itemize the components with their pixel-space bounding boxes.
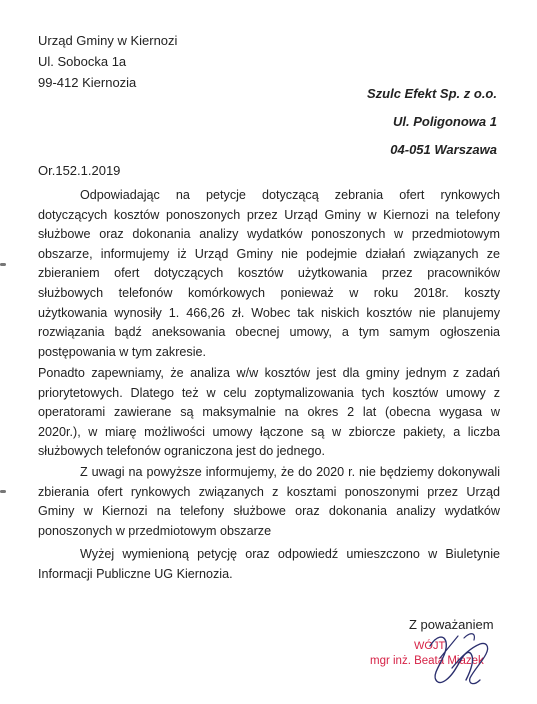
text-line: dotyczących kosztów ponoszonych przez Urząd Gminy w Kiernozi na telefony	[38, 207, 500, 222]
text-line: zbierania ofert rynkowych związanych z kosztami ponoszonymi przez Urząd	[38, 484, 500, 499]
text-line: Z uwagi na powyższe informujemy, że do 2020 r. nie będziemy dokonywali	[80, 465, 500, 479]
text-line: użytkowania wynosiły 1. 466,26 zł. Wobec tak niskich kosztów nie planujemy	[38, 305, 500, 320]
sender-street: Ul. Sobocka 1a	[38, 54, 127, 69]
text-line: służbowe oraz dokonania analizy wydatków ponoszonych w przedmiotowym	[38, 227, 500, 242]
paragraph-1	[38, 186, 500, 362]
handwritten-signature	[400, 628, 510, 690]
text-line: Gminy w Kiernozi na telefony służbowe oraz dokonania analizy wydatków	[38, 504, 500, 519]
text-line: ponoszonych w przedmiotowym obszarze	[38, 523, 272, 538]
paragraph-2	[38, 364, 500, 462]
text-line: Ponadto zapewniamy, że analiza w/w kosztów jest dla gminy jednym z zadań	[38, 366, 500, 380]
sender-address	[38, 30, 177, 93]
stamp-name: mgr inż. Beata Miazek	[370, 655, 484, 667]
text-line: operatorami zawierane są maksymalnie na okres 2 lat (obecna wygasa w	[38, 405, 500, 420]
text-line: postępowania w tym zakresie.	[38, 344, 206, 359]
reference-number: Or.152.1.2019	[38, 163, 121, 178]
recipient-address	[367, 80, 497, 164]
text-line: rozwiązania bądź aneksowania obecnej umowy, a tym samym ogłoszenia	[38, 325, 500, 340]
paragraph-3	[38, 463, 500, 541]
closing-phrase: Z poważaniem	[409, 617, 494, 632]
text-line: zbieraniem ofert dotyczących kosztów użytkowania przez pracowników	[38, 266, 500, 281]
sender-name: Urząd Gminy w Kiernozi	[38, 33, 178, 48]
paragraph-4	[38, 545, 500, 584]
recipient-name: Szulc Efekt Sp. z o.o.	[366, 86, 497, 101]
text-line: służbowych telefonów komórkowych ponieważ w roku 2018r. koszty	[38, 285, 500, 300]
stamp-title: WÓJT	[414, 640, 446, 652]
punch-mark	[0, 490, 6, 493]
sender-city: 99-412 Kiernozia	[38, 75, 137, 90]
text-line: Wyżej wymienioną petycję oraz odpowiedź umieszczono w Biuletynie	[80, 547, 500, 561]
text-line: Informacji Publiczne UG Kiernozia.	[38, 566, 233, 581]
text-line: priorytetowych. Dlatego też w celu zoptymalizowania tych kosztów umowy z	[38, 385, 500, 400]
recipient-street: Ul. Poligonowa 1	[392, 114, 497, 129]
text-line: Odpowiadając na petycje dotyczącą zebrania ofert rynkowych	[80, 188, 500, 202]
recipient-city: 04-051 Warszawa	[390, 142, 497, 157]
punch-mark	[0, 263, 6, 266]
text-line: obszarze, informujemy iż Urząd Gminy nie podejmie działań związanych ze	[38, 246, 500, 261]
text-line: 2020r.), w miarę możliwości umowy łączone są w zbiorcze pakiety, a liczba	[38, 424, 500, 439]
text-line: służbowych telefonów ograniczona jest do jednego.	[38, 444, 326, 459]
